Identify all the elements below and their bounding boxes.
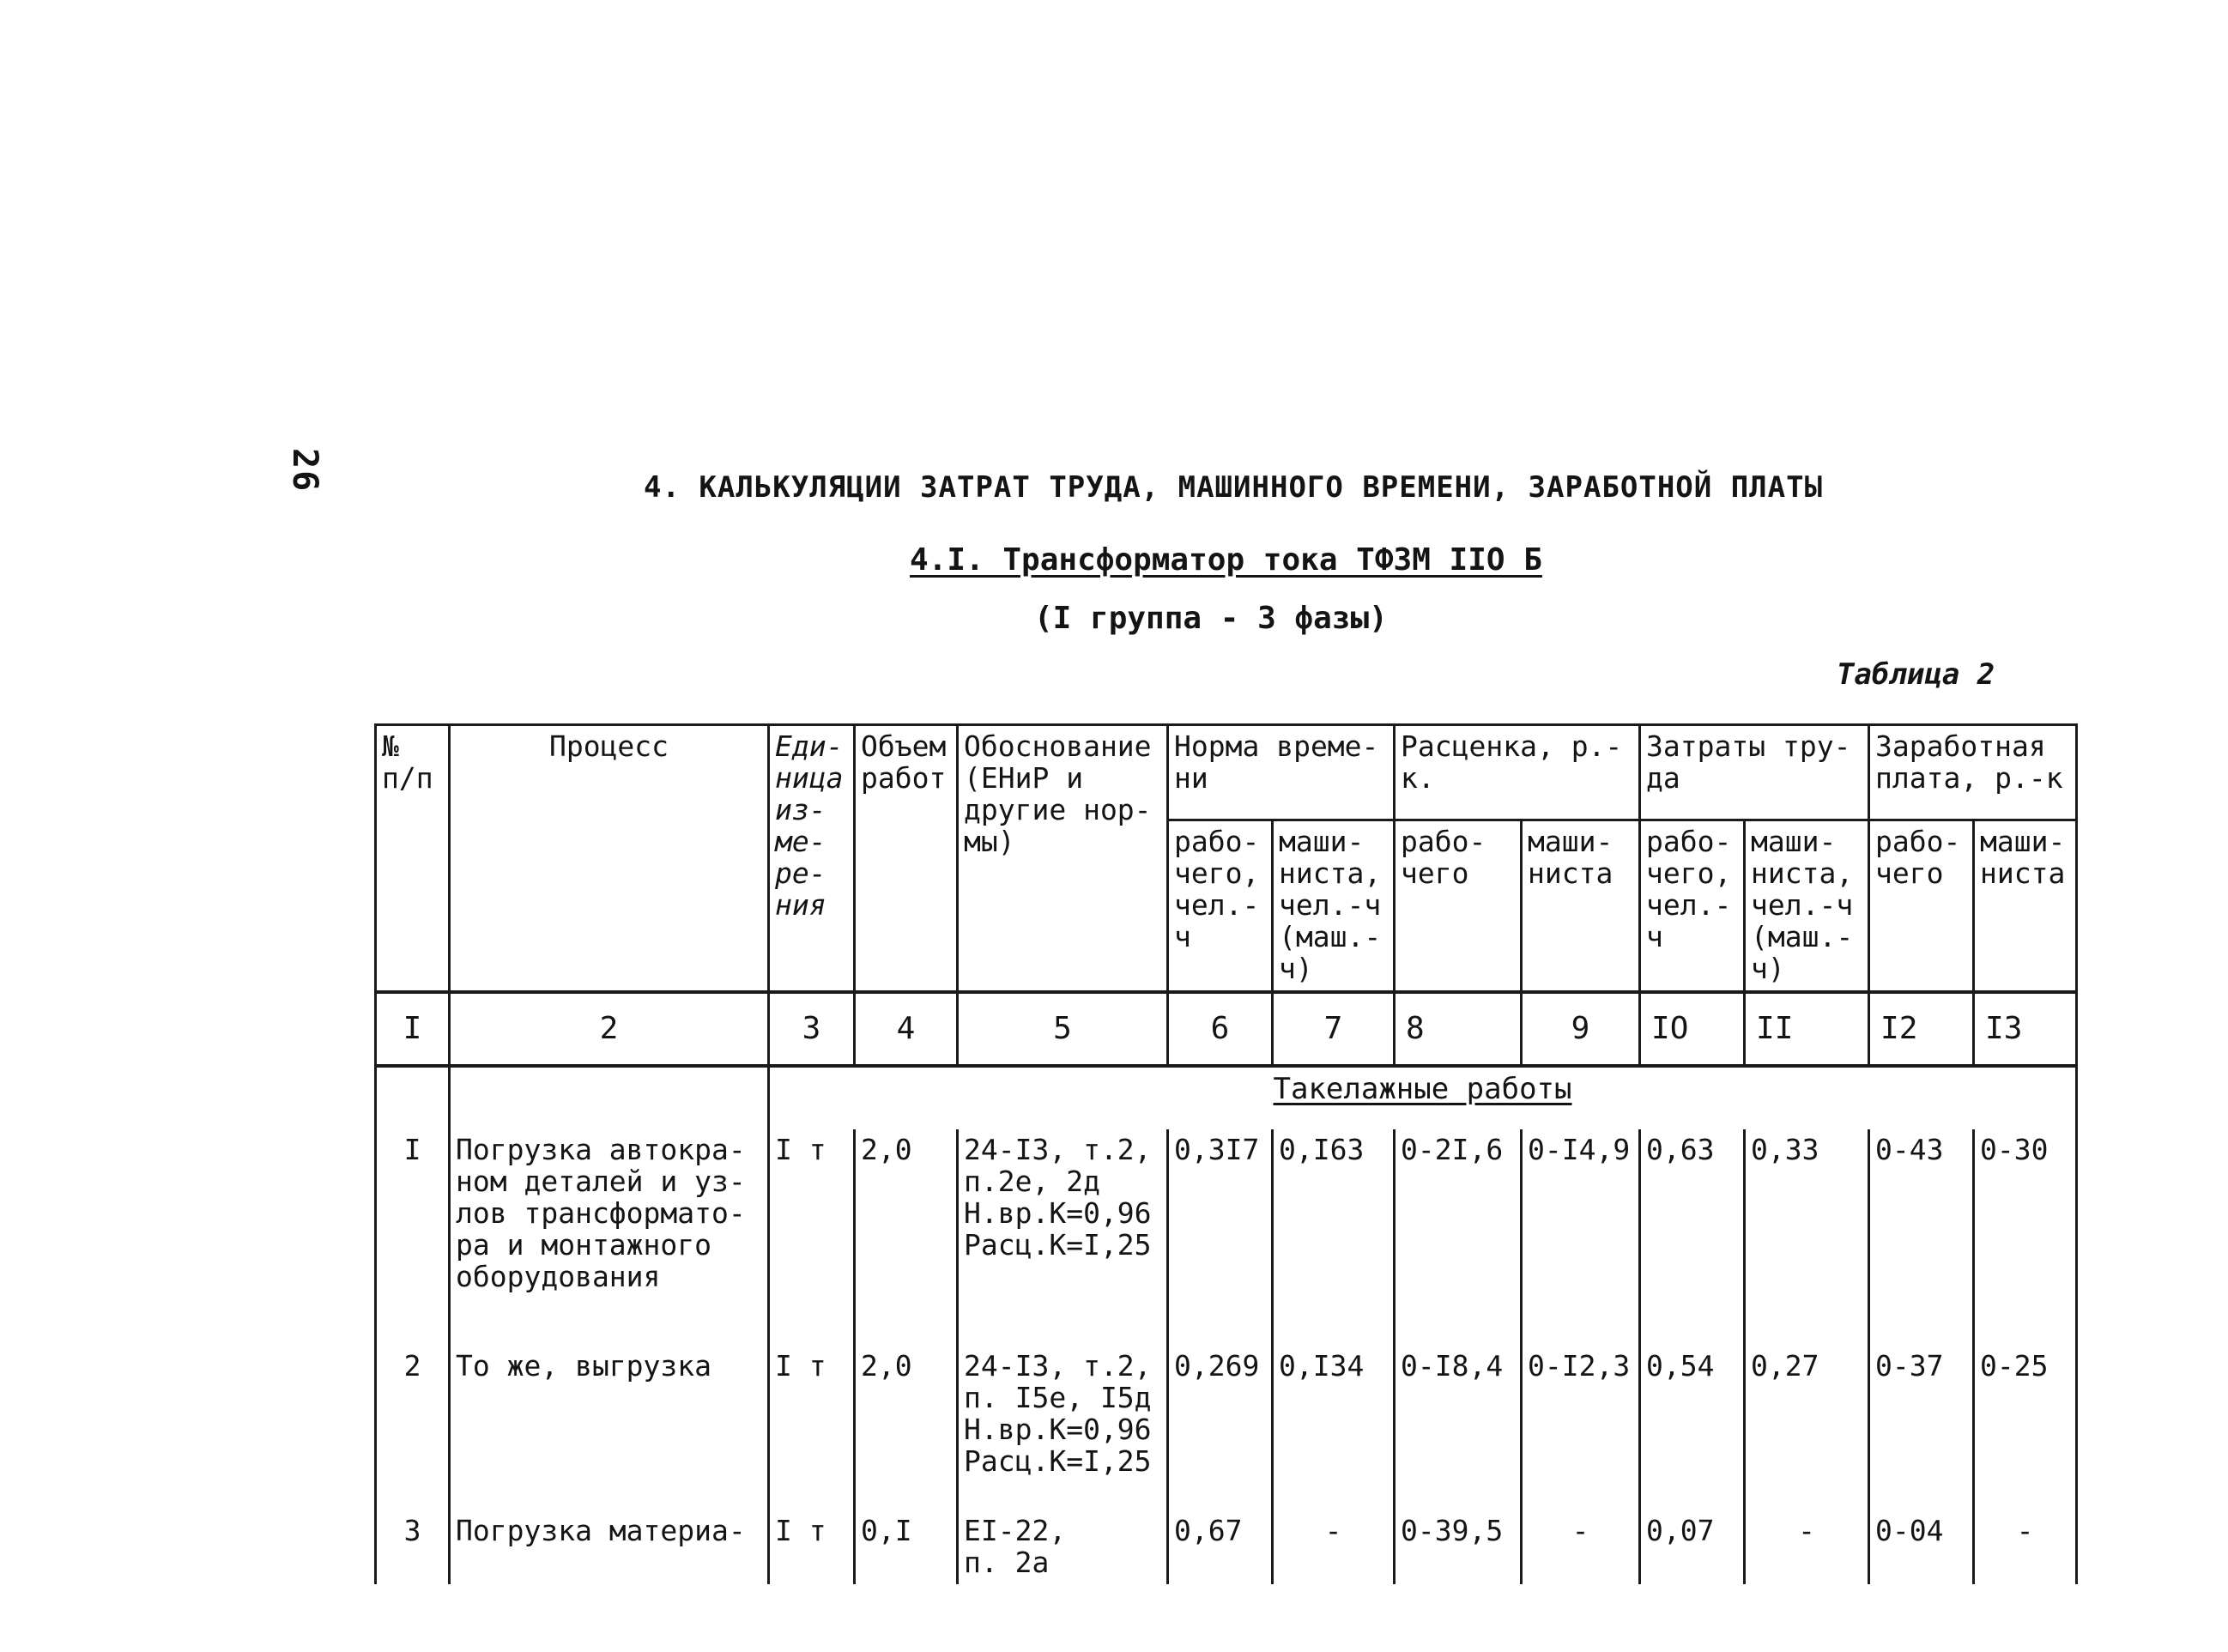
column-number: 8 bbox=[1395, 992, 1522, 1066]
header-labor-machinist: маши- ниста, чел.-ч (маш.- ч) bbox=[1745, 820, 1869, 992]
row-labor-worker: 0,07 bbox=[1640, 1510, 1745, 1584]
row-number: I bbox=[376, 1129, 450, 1346]
row-basis: 24-I3, т.2, п. I5е, I5д Н.вр.К=0,96 Расц.К=I,25 bbox=[958, 1346, 1168, 1510]
header-process: Процесс bbox=[450, 725, 769, 992]
row-wage-worker: 0-43 bbox=[1869, 1129, 1974, 1346]
row-wage-machinist: 0-30 bbox=[1974, 1129, 2077, 1346]
header-norm-machinist: маши- ниста, чел.-ч (маш.- ч) bbox=[1273, 820, 1395, 992]
row-rate-machinist: - bbox=[1522, 1510, 1640, 1584]
row-wage-machinist: 0-25 bbox=[1974, 1346, 2077, 1510]
row-labor-machinist: - bbox=[1745, 1510, 1869, 1584]
row-unit: I т bbox=[769, 1510, 855, 1584]
row-volume: 2,0 bbox=[855, 1346, 958, 1510]
row-norm-machinist: - bbox=[1273, 1510, 1395, 1584]
row-rate-machinist: 0-I4,9 bbox=[1522, 1129, 1640, 1346]
row-unit: I т bbox=[769, 1129, 855, 1346]
column-number: IO bbox=[1640, 992, 1745, 1066]
row-wage-machinist: - bbox=[1974, 1510, 2077, 1584]
row-wage-worker: 0-37 bbox=[1869, 1346, 1974, 1510]
row-labor-worker: 0,54 bbox=[1640, 1346, 1745, 1510]
row-labor-machinist: 0,27 bbox=[1745, 1346, 1869, 1510]
row-number: 2 bbox=[376, 1346, 450, 1510]
row-basis: EI-22, п. 2а bbox=[958, 1510, 1168, 1584]
column-number: I bbox=[376, 992, 450, 1066]
row-norm-worker: 0,3I7 bbox=[1168, 1129, 1273, 1346]
row-basis: 24-I3, т.2, п.2е, 2д Н.вр.К=0,96 Расц.К=I,25 bbox=[958, 1129, 1168, 1346]
row-labor-worker: 0,63 bbox=[1640, 1129, 1745, 1346]
row-norm-worker: 0,269 bbox=[1168, 1346, 1273, 1510]
column-number: 2 bbox=[450, 992, 769, 1066]
group-cell bbox=[769, 1066, 2077, 1129]
row-number: 3 bbox=[376, 1510, 450, 1584]
header-number: № п/п bbox=[376, 725, 450, 992]
row-norm-machinist: 0,I63 bbox=[1273, 1129, 1395, 1346]
row-process: Погрузка автокра- ном деталей и уз- лов трансформато- ра и монтажного оборудования bbox=[450, 1129, 769, 1346]
table-label: Таблица 2 bbox=[1837, 657, 1995, 692]
row-process: То же, выгрузка bbox=[450, 1346, 769, 1510]
header-wage-machinist: маши- ниста bbox=[1974, 820, 2077, 992]
header-rate-worker: рабо- чего bbox=[1395, 820, 1522, 992]
row-volume: 0,I bbox=[855, 1510, 958, 1584]
row-rate-machinist: 0-I2,3 bbox=[1522, 1346, 1640, 1510]
column-number: I2 bbox=[1869, 992, 1974, 1066]
header-wage-worker: рабо- чего bbox=[1869, 820, 1974, 992]
header-group-rate: Расценка, р.-к. bbox=[1395, 725, 1640, 820]
header-group-wage: Заработная плата, р.-к bbox=[1869, 725, 2077, 820]
column-number: 6 bbox=[1168, 992, 1273, 1066]
header-unit: Еди- ница из- ме- ре- ния bbox=[769, 725, 855, 992]
page-number: 26 bbox=[285, 448, 324, 493]
header-labor-worker: рабо- чего, чел.- ч bbox=[1640, 820, 1745, 992]
row-rate-worker: 0-2I,6 bbox=[1395, 1129, 1522, 1346]
column-number: 7 bbox=[1273, 992, 1395, 1066]
column-number: II bbox=[1745, 992, 1869, 1066]
row-process: Погрузка материа- bbox=[450, 1510, 769, 1584]
row-labor-machinist: 0,33 bbox=[1745, 1129, 1869, 1346]
table-row bbox=[376, 1510, 2077, 1584]
header-group-labor: Затраты тру- да bbox=[1640, 725, 1869, 820]
header-group-norm: Норма време- ни bbox=[1168, 725, 1395, 820]
table-row bbox=[376, 1346, 2077, 1510]
row-unit: I т bbox=[769, 1346, 855, 1510]
group-row bbox=[376, 1066, 2077, 1129]
header-volume: Объем работ bbox=[855, 725, 958, 992]
column-number: 4 bbox=[855, 992, 958, 1066]
column-number: 5 bbox=[958, 992, 1168, 1066]
subsection-note: (I группа - 3 фазы) bbox=[1034, 601, 1388, 636]
table-row bbox=[376, 1129, 2077, 1346]
row-volume: 2,0 bbox=[855, 1129, 958, 1346]
header-row-top bbox=[376, 725, 2077, 820]
row-norm-machinist: 0,I34 bbox=[1273, 1346, 1395, 1510]
subsection-title: 4.I. Трансформатор тока ТФЗМ IIO Б bbox=[910, 542, 1542, 578]
section-title: 4. КАЛЬКУЛЯЦИИ ЗАТРАТ ТРУДА, МАШИННОГО ВРЕМЕНИ, ЗАРАБОТНОЙ ПЛАТЫ bbox=[644, 470, 1824, 505]
column-number: 9 bbox=[1522, 992, 1640, 1066]
header-norm-worker: рабо- чего, чел.- ч bbox=[1168, 820, 1273, 992]
row-rate-worker: 0-39,5 bbox=[1395, 1510, 1522, 1584]
column-number: I3 bbox=[1974, 992, 2077, 1066]
row-norm-worker: 0,67 bbox=[1168, 1510, 1273, 1584]
header-basis: Обоснование (ЕНиР и другие нор- мы) bbox=[958, 725, 1168, 992]
calculation-table bbox=[374, 723, 2078, 1584]
row-wage-worker: 0-04 bbox=[1869, 1510, 1974, 1584]
column-number: 3 bbox=[769, 992, 855, 1066]
column-number-row bbox=[376, 992, 2077, 1066]
row-rate-worker: 0-I8,4 bbox=[1395, 1346, 1522, 1510]
header-rate-machinist: маши- ниста bbox=[1522, 820, 1640, 992]
group-title: Такелажные работы bbox=[1273, 1071, 1572, 1106]
